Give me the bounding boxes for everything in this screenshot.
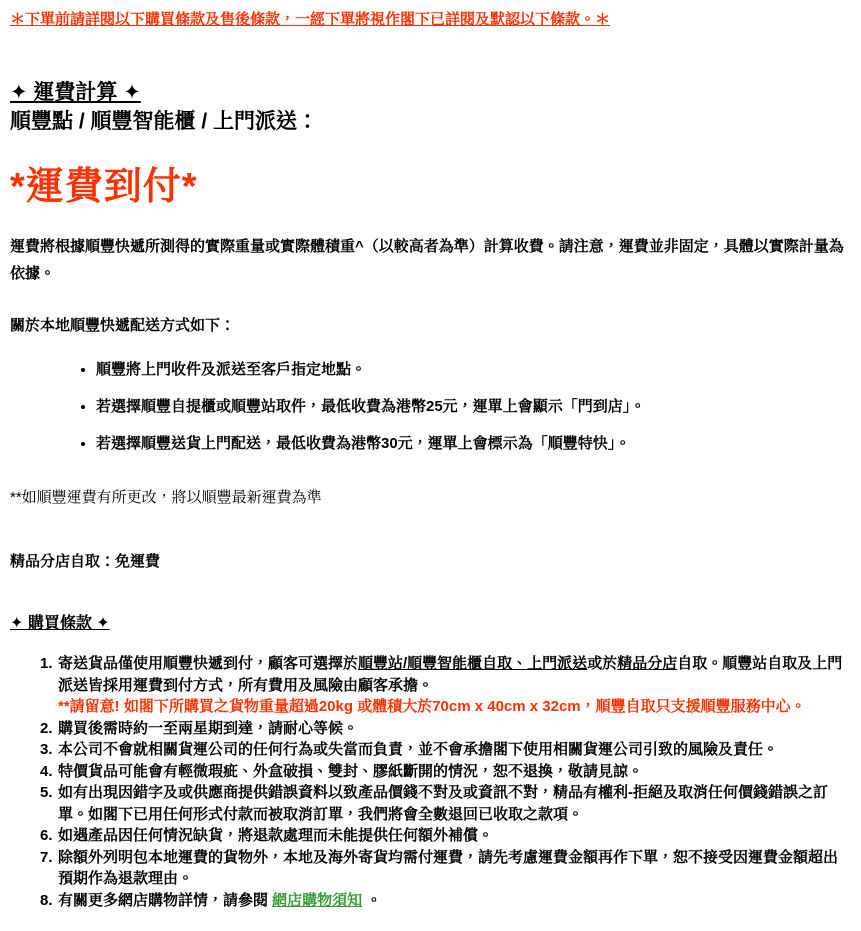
online-shop-guide-link[interactable]: 網店購物須知 [272,891,363,909]
term-item-carrier-liability: 本公司不會就相關貨運公司的任何行為或失當而負責，並不會承擔閣下使用相關貨運公司引致的風險及責任。 [58,741,779,758]
delivery-method-item: • 若選擇順豐自提櫃或順豐站取件，最低收費為港幣25元，運單上會顯示「門到店」。 [96,396,849,418]
shop-terms-page [10,10,849,911]
sf-delivery-options-subheading: 順豐點 / 順豐智能櫃 / 上門派送： [10,110,319,133]
term8-text: 。 [362,891,382,909]
purchase-terms-heading: ✦ 購買條款 ✦ [10,615,110,632]
term-item-pricing-errors: 如有出現因錯字及或供應商提供錯誤資料以致產品價錢不對及或資訊不對，精品有權利-拒絕及取消任何價錢錯誤之訂單。如閣下已用任何形式付款而被取消訂單，我們將會全數退回已收取之款項。 [58,784,829,823]
term-item-out-of-stock: 如遇產品因任何情況缺貨，將退款處理而未能提供任何額外補償。 [58,827,494,844]
freight-collect-banner: *運費到付* [10,166,198,208]
shipping-fee-section [10,80,849,573]
shipping-fee-intro: 運費將根據順豐快遞所測得的實際重量或實際體積重^（以較高者為準）計算收費。請注意，運費並非固定，具體以實際計量為依據。 [10,238,844,282]
term1-text: 自取。順豐站自取及上門派送皆採用運費到付方式，所有費用及風險由顧客承擔。 [58,655,843,694]
pre-order-notice: ＊下單前請詳閱以下購買條款及售後條款，一經下單將視作閣下已詳閱及默認以下條款。＊ [10,11,611,28]
term1-underlined-boutique: 精品分店 [617,655,678,672]
shipping-calc-heading: ✦ 運費計算 ✦ [10,81,141,104]
term1-text: 或於 [587,655,618,672]
delivery-method-item: • 若選擇順豐送貨上門配送，最低收費為港幣30元，運單上會標示為「順豐特快」。 [96,433,849,455]
delivery-methods-intro: 關於本地順豐快遞配送方式如下： [10,317,236,334]
purchase-terms-section [10,613,849,911]
term1-underlined-pickup-options: 順豐站/順豐智能櫃自取、上門派送 [358,655,588,672]
term-item-delivery-time: 購買後需時約一至兩星期到達，請耐心等候。 [58,719,359,737]
term8-text: 有關更多網店購物詳情，請參閱 [58,891,273,909]
term-item-shipping-cost-refund: 除額外列明包本地運費的貨物外，本地及海外寄貨均需付運費，請先考慮運費金額再作下單，恕不接受因運費金額超出預期作為退款理由。 [58,848,839,887]
term-item-more-info [40,890,849,912]
delivery-method-item: • 順豐將上門收件及派送至客戶指定地點。 [96,359,849,381]
weight-size-limit-warning: **請留意! 如閣下所購買之貨物重量超過20kg 或體積大於70cm x 40cm x 32cm，順豐自取只支援順豐服務中心。 [58,698,806,715]
purchase-terms-list [10,653,849,911]
term-item-shipping-options [40,653,849,718]
term-item-discounted-goods: 特價貨品可能會有輕微瑕疵、外盒破損、雙封、膠紙斷開的情況，恕不退換，敬請見諒。 [58,762,644,780]
store-pickup-free-note: 精品分店自取：免運費 [10,553,161,570]
sf-fee-change-note: **如順豐運費有所更改，將以順豐最新運費為準 [10,489,322,506]
term1-text: 寄送貨品僅使用順豐快遞到付，顧客可選擇於 [58,655,359,672]
delivery-methods-list [10,359,849,455]
